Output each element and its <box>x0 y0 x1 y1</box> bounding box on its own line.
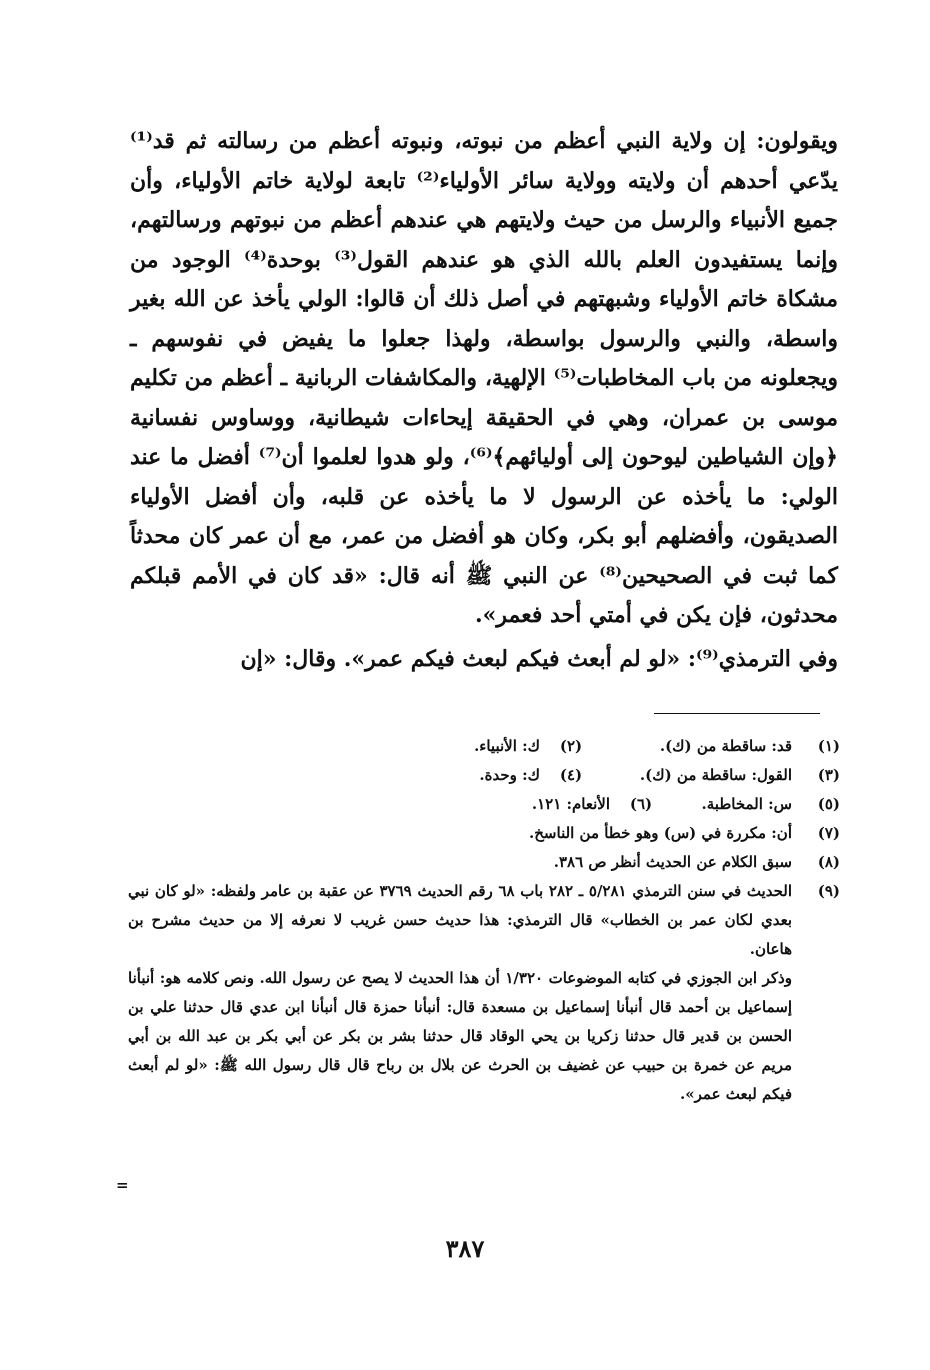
footnote-number: (٣) <box>817 766 840 784</box>
footnote-text: القول: ساقطة من (ك). <box>639 766 792 784</box>
footnote-text: قد: ساقطة من (ك). <box>659 737 792 755</box>
footnote-row-9 <box>128 877 840 964</box>
footnote-row-3-4 <box>128 761 840 790</box>
footnote-text: س: المخاطبة. <box>701 795 792 813</box>
footnotes <box>128 732 840 1109</box>
main-paragraph-2: وفي الترمذي⁽⁹⁾: «لو لم أبعث فيكم لبعث فيكم عمر». وقال: «إن <box>240 645 838 672</box>
footnote-text: ك: وحدة. <box>479 766 540 784</box>
footnote-number: (٩) <box>817 882 840 900</box>
footnote-text: الأنعام: ١٢١. <box>531 795 610 813</box>
page-number: ٣٨٧ <box>445 1234 485 1263</box>
footnote-row-1-2 <box>128 732 840 761</box>
footnote-9-continuation: وذكر ابن الجوزي في كتابه الموضوعات ١/٣٢٠ أن هذا الحديث لا يصح عن رسول الله. ونص كلامه هو: أنبأنا إسماعيل بن أحمد قال أنبأنا إسماعيل بن مسعدة قال: أنبأنا حمزة قال أنبأنا ابن عدي قال حدثنا علي بن الحسن بن قدير قال حدثنا زكريا بن يحي الوقاد قال حدثنا بشر بن بكر عن أبي بكر بن عبد الله بن أبي مريم عن خمرة بن حبيب عن غضيف بن الحرث عن بلال بن رباح قال قال رسول الله ﷺ: «لو لم أبعث فيكم لبعث عمر». <box>128 969 792 1103</box>
continuation-mark: = <box>116 1176 129 1194</box>
footnote-text: ك: الأنبياء. <box>474 737 540 755</box>
footnote-row-7 <box>128 819 840 848</box>
footnote-number: (٥) <box>817 795 840 813</box>
footnote-separator <box>654 713 820 714</box>
footnote-text: الحديث في سنن الترمذي ٥/٢٨١ ـ ٢٨٢ باب ٦٨ رقم الحديث ٣٧٦٩ عن عقبة بن عامر ولفظه: «لو كان نبي بعدي لكان عمر بن الخطاب» قال الترمذي: هذا حديث حسن غريب لا نعرفه إلا من حديث مشرح بن هاعان. <box>128 882 793 958</box>
footnote-number: (٦) <box>629 795 653 813</box>
footnote-row-5-6 <box>128 790 840 819</box>
footnote-number: (١) <box>817 737 840 755</box>
footnote-number: (٢) <box>559 737 583 755</box>
footnote-number: (٧) <box>817 824 840 842</box>
footnote-number: (٨) <box>817 853 840 871</box>
main-paragraph-1: ويقولون: إن ولاية النبي أعظم من نبوته، ونبوته أعظم من رسالته ثم قد⁽¹⁾ يدّعي أحدهم أن ولايته وولاية سائر الأولياء⁽²⁾ تابعة لولاية خاتم الأولياء، وأن جميع الأنبياء والرسل من حيث ولايتهم هي عندهم أعظم من نبوتهم ورسالتهم، وإنما يستفيدون العلم بالله الذي هو عندهم القول⁽³⁾ بوحدة⁽⁴⁾ الوجود من مشكاة خاتم الأولياء وشبهتهم في أصل ذلك أن قالوا: الولي يأخذ عن الله بغير واسطة، والنبي والرسول بواسطة، ولهذا جعلوا ما يفيض في نفوسهم ـ ويجعلونه من باب المخاطبات⁽⁵⁾ الإلهية، والمكاشفات الربانية ـ أعظم من تكليم موسى بن عمران، وهي في الحقيقة إيحاءات شيطانية، ووساوس نفسانية ﴿وإن الشياطين ليوحون إلى أوليائهم﴾⁽⁶⁾، ولو هدوا لعلموا أن⁽⁷⁾ أفضل ما عند الولي: ما يأخذه عن الرسول لا ما يأخذه عن قلبه، وأن أفضل الأولياء الصديقون، وأفضلهم أبو بكر، وكان هو أفضل من عمر، مع أن عمر كان محدثاً كما ثبت في الصحيحين⁽⁸⁾ عن النبي ﷺ أنه قال: «قد كان في الأمم قبلكم محدثون، فإن يكن في أمتي أحد فعمر». <box>130 128 838 628</box>
main-text <box>130 122 838 679</box>
footnote-number: (٤) <box>559 766 583 784</box>
footnote-text: سبق الكلام عن الحديث أنظر ص ٣٨٦. <box>553 853 792 871</box>
footnote-text: أن: مكررة في (س) وهو خطأ من الناسخ. <box>529 824 792 842</box>
footnote-row-8 <box>128 848 840 877</box>
